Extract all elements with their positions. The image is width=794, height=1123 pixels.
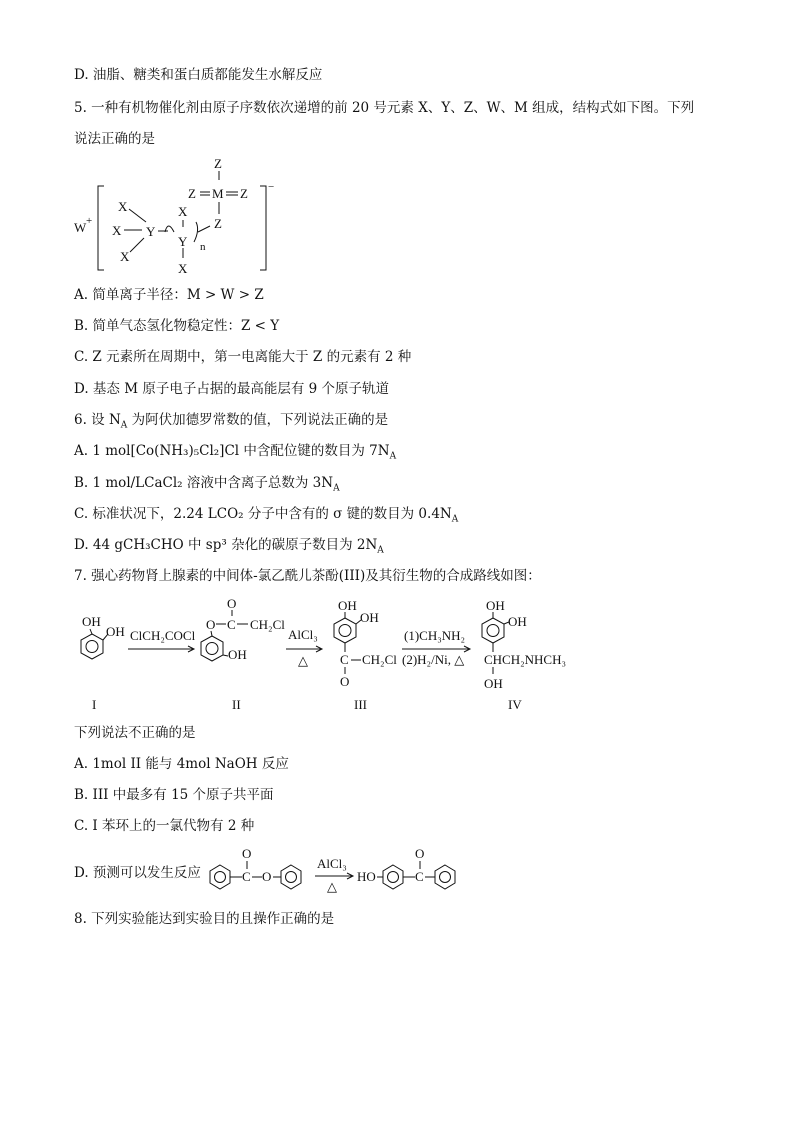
delta-2: △: [298, 653, 308, 668]
q6-option-c: C. 标准状况下，2.24 LCO₂ 分子中含有的 σ 键的数目为 $0.4N_A$: [74, 506, 459, 525]
label-iii: III: [354, 697, 367, 712]
q7-option-d: D. 预测可以发生反应: [74, 865, 201, 881]
label-i: I: [92, 697, 97, 712]
svg-text:n: n: [200, 241, 206, 253]
q7-option-a: A. 1mol II 能与 4mol NaOH 反应: [74, 756, 289, 772]
q5-option-b: B. 简单气态氢化物稳定性：Z < Y: [74, 318, 280, 334]
svg-text:Z: Z: [214, 156, 222, 171]
q4-option-d: D. 油脂、糖类和蛋白质都能发生水解反应: [74, 67, 323, 83]
svg-text:OH: OH: [508, 614, 527, 629]
compound-iv: [482, 598, 566, 691]
reagent-3a: (1)CH₃NH₂: [404, 628, 466, 643]
svg-text:X: X: [178, 204, 188, 219]
q7-stem: 7. 强心药物肾上腺素的中间体-氯乙酰儿茶酚(III)及其衍生物的合成路线如图：: [74, 568, 541, 584]
svg-text:X: X: [118, 199, 128, 214]
svg-text:OH: OH: [484, 676, 503, 691]
svg-text:CH₂Cl: CH₂Cl: [362, 652, 397, 667]
svg-text:OH: OH: [82, 614, 101, 629]
svg-text:C: C: [415, 869, 424, 884]
q5-option-a: A. 简单离子半径：M > W > Z: [74, 287, 264, 303]
svg-text:C: C: [242, 869, 251, 884]
compound-i: [81, 614, 125, 659]
svg-text:C: C: [227, 617, 236, 632]
q7-option-b: B. III 中最多有 15 个原子共平面: [74, 787, 274, 803]
svg-text:O: O: [262, 869, 272, 884]
svg-text:Z: Z: [240, 186, 248, 201]
label-ii: II: [232, 697, 241, 712]
svg-text:+: +: [86, 215, 93, 227]
q5-stem-line1: 5. 一种有机物催化剂由原子序数依次递增的前 20 号元素 X、Y、Z、W、M 组成，结构式如下图。下列: [74, 100, 695, 116]
q7-option-d-reaction: [205, 844, 475, 894]
svg-text:CH₂Cl: CH₂Cl: [250, 617, 285, 632]
svg-text:M: M: [212, 186, 224, 201]
q6-option-d: D. 44 gCH₃CHO 中 sp³ 杂化的碳原子数目为 $2N_A$: [74, 537, 384, 556]
reagent-alcl3: AlCl₃: [317, 856, 347, 871]
svg-text:OH: OH: [486, 598, 505, 613]
q8-stem: 8. 下列实验能达到实验目的且操作正确的是: [74, 911, 335, 927]
q7-synthesis-route: [70, 596, 590, 718]
q6-option-a: A. 1 mol[Co(NH₃)₅Cl₂]Cl 中含配位键的数目为 $7N_A$: [74, 443, 397, 462]
compound-iii: [334, 598, 397, 689]
svg-text:OH: OH: [106, 624, 125, 639]
svg-text:W: W: [74, 220, 87, 235]
q7-option-c: C. I 苯环上的一氯代物有 2 种: [74, 818, 255, 834]
q5-structure-figure: [70, 156, 290, 281]
svg-text:C: C: [340, 652, 349, 667]
q6-option-b: B. 1 mol/LCaCl₂ 溶液中含离子总数为 $3N_A$: [74, 475, 340, 494]
q7-question: 下列说法不正确的是: [74, 725, 196, 741]
svg-text:OH: OH: [360, 610, 379, 625]
svg-text:OH: OH: [228, 647, 247, 662]
reagent-3b: (2)H₂/Ni, △: [402, 652, 465, 667]
svg-text:X: X: [112, 223, 122, 238]
q5-option-c: C. Z 元素所在周期中，第一电离能大于 Z 的元素有 2 种: [74, 349, 412, 365]
compound-ii: [201, 596, 285, 662]
svg-text:X: X: [178, 261, 188, 276]
svg-text:X: X: [120, 249, 130, 264]
reagent-1: ClCH₂COCl: [130, 628, 196, 643]
svg-text:O: O: [340, 674, 350, 689]
reagent-2: AlCl₃: [288, 627, 318, 642]
svg-text:O: O: [415, 846, 425, 861]
svg-text:Y: Y: [178, 234, 188, 249]
svg-text:CHCH₂NHCH₃: CHCH₂NHCH₃: [484, 652, 567, 667]
svg-text:O: O: [206, 617, 216, 632]
svg-text:HO: HO: [357, 869, 376, 884]
q6-stem: 6. 设 $N_A$ 为阿伏加德罗常数的值，下列说法正确的是: [74, 412, 389, 431]
svg-text:O: O: [242, 846, 252, 861]
svg-text:Y: Y: [146, 224, 156, 239]
q5-option-d: D. 基态 M 原子电子占据的最高能层有 9 个原子轨道: [74, 381, 390, 397]
svg-text:OH: OH: [338, 598, 357, 613]
svg-text:O: O: [227, 596, 237, 611]
svg-text:Z: Z: [214, 216, 222, 231]
svg-text:Z: Z: [188, 186, 196, 201]
delta-d: △: [327, 879, 337, 894]
label-iv: IV: [508, 697, 522, 712]
svg-text:−: −: [268, 181, 275, 193]
q5-stem-line2: 说法正确的是: [74, 131, 155, 147]
